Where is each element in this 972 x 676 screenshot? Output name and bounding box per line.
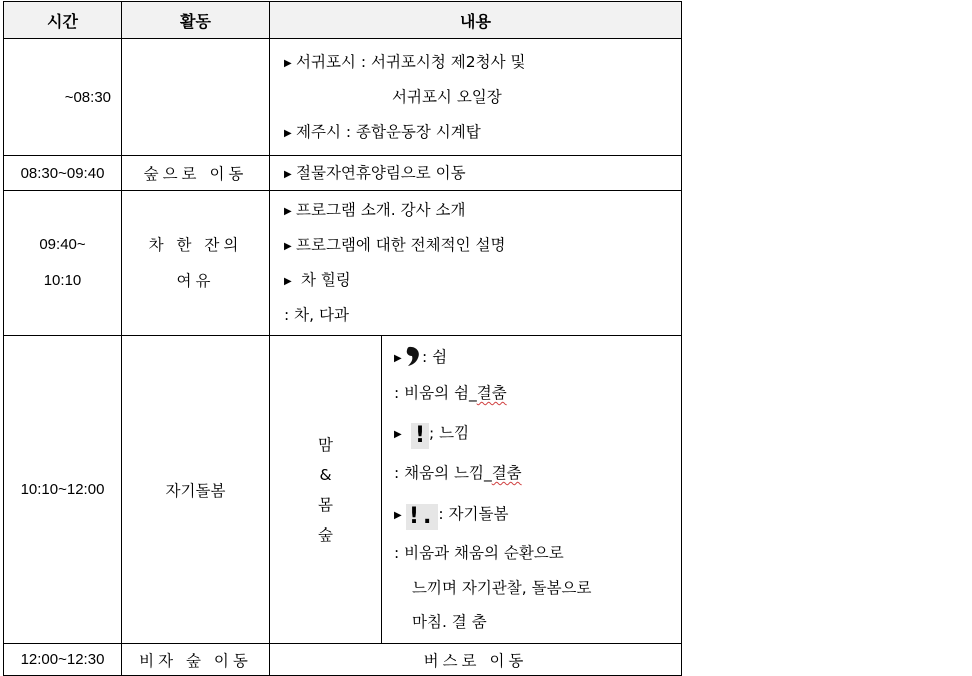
feel-line: ▶ ! ; 느낌	[394, 412, 681, 454]
breath-desc: : 비움의 쉼_결춤	[394, 384, 507, 402]
exclamation-dot-symbol: !.	[406, 504, 438, 530]
content-line: ▶ 서귀포시 : 서귀포시청 제2청사 및	[284, 45, 681, 80]
activity-cell: 비자 숲 이동	[122, 644, 270, 676]
bullet-triangle-icon: ▶	[394, 510, 402, 521]
sub-program-char: 몸	[318, 495, 333, 514]
bullet-triangle-icon: ▶	[284, 206, 292, 217]
bullet-triangle-icon: ▶	[394, 353, 402, 364]
sub-program-char: &	[319, 465, 332, 484]
self-care-line: ▶ !. : 자기돌봄	[394, 492, 681, 536]
self-care-desc: : 비움과 채움의 순환으로	[394, 544, 564, 562]
content-line: ▶ 제주시 : 종합운동장 시계탑	[284, 115, 681, 150]
self-care-desc: 느끼며 자기관찰, 돌봄으로	[412, 579, 592, 597]
feel-desc: : 채움의 느낌_결춤	[394, 464, 522, 482]
sub-program-char: 숲	[318, 525, 333, 544]
activity-cell	[122, 39, 270, 156]
content-cell: 버스로 이동	[270, 644, 682, 676]
content-line: ▶ 차 힐링	[284, 263, 681, 298]
time-start: 09:40~	[39, 236, 86, 253]
header-time: 시간	[4, 2, 122, 39]
content-line: : 차, 다과	[284, 306, 349, 324]
activity-cell	[122, 191, 270, 336]
bullet-triangle-icon: ▶	[284, 57, 292, 69]
bullet-triangle-icon: ▶	[284, 127, 292, 139]
time-cell: ~08:30	[4, 39, 122, 156]
table-row	[4, 644, 682, 676]
header-activity: 활동	[122, 2, 270, 39]
self-care-desc: 마침. 결 춤	[412, 613, 487, 631]
bullet-triangle-icon: ▶	[284, 169, 292, 180]
schedule-table	[3, 1, 682, 676]
table-row	[4, 156, 682, 191]
content-cell	[270, 39, 682, 156]
breath-line: ▶ : 쉼	[394, 340, 681, 374]
bullet-triangle-icon: ▶	[284, 276, 292, 287]
sub-program-cell	[270, 336, 382, 644]
content-cell	[270, 191, 682, 336]
content-line: 서귀포시 오일장	[392, 87, 502, 106]
time-cell: 10:10~12:00	[4, 336, 122, 644]
activity-cell: 숲으로 이동	[122, 156, 270, 191]
activity-line: 차 한 잔의	[148, 236, 243, 254]
table-row	[4, 191, 682, 336]
detail-cell	[382, 336, 682, 644]
content-line: ▶ 프로그램에 대한 전체적인 설명	[284, 228, 681, 263]
content-line: ▶ 프로그램 소개. 강사 소개	[284, 193, 681, 228]
content-cell	[270, 156, 682, 191]
header-row	[4, 2, 682, 39]
content-line: ▶ 절물자연휴양림으로 이동	[284, 158, 681, 188]
bullet-triangle-icon: ▶	[284, 241, 292, 252]
breath-comma-icon	[406, 344, 422, 368]
time-end: 10:10	[43, 272, 82, 289]
table-row	[4, 336, 682, 644]
time-cell	[4, 191, 122, 336]
table-row	[4, 39, 682, 156]
exclamation-symbol: !	[411, 423, 429, 449]
time-cell: 12:00~12:30	[4, 644, 122, 676]
sub-program-char: 맘	[318, 435, 333, 454]
time-cell: 08:30~09:40	[4, 156, 122, 191]
bullet-triangle-icon: ▶	[394, 429, 402, 440]
activity-line: 여유	[176, 272, 215, 290]
header-content: 내용	[270, 2, 682, 39]
activity-cell: 자기돌봄	[122, 336, 270, 644]
